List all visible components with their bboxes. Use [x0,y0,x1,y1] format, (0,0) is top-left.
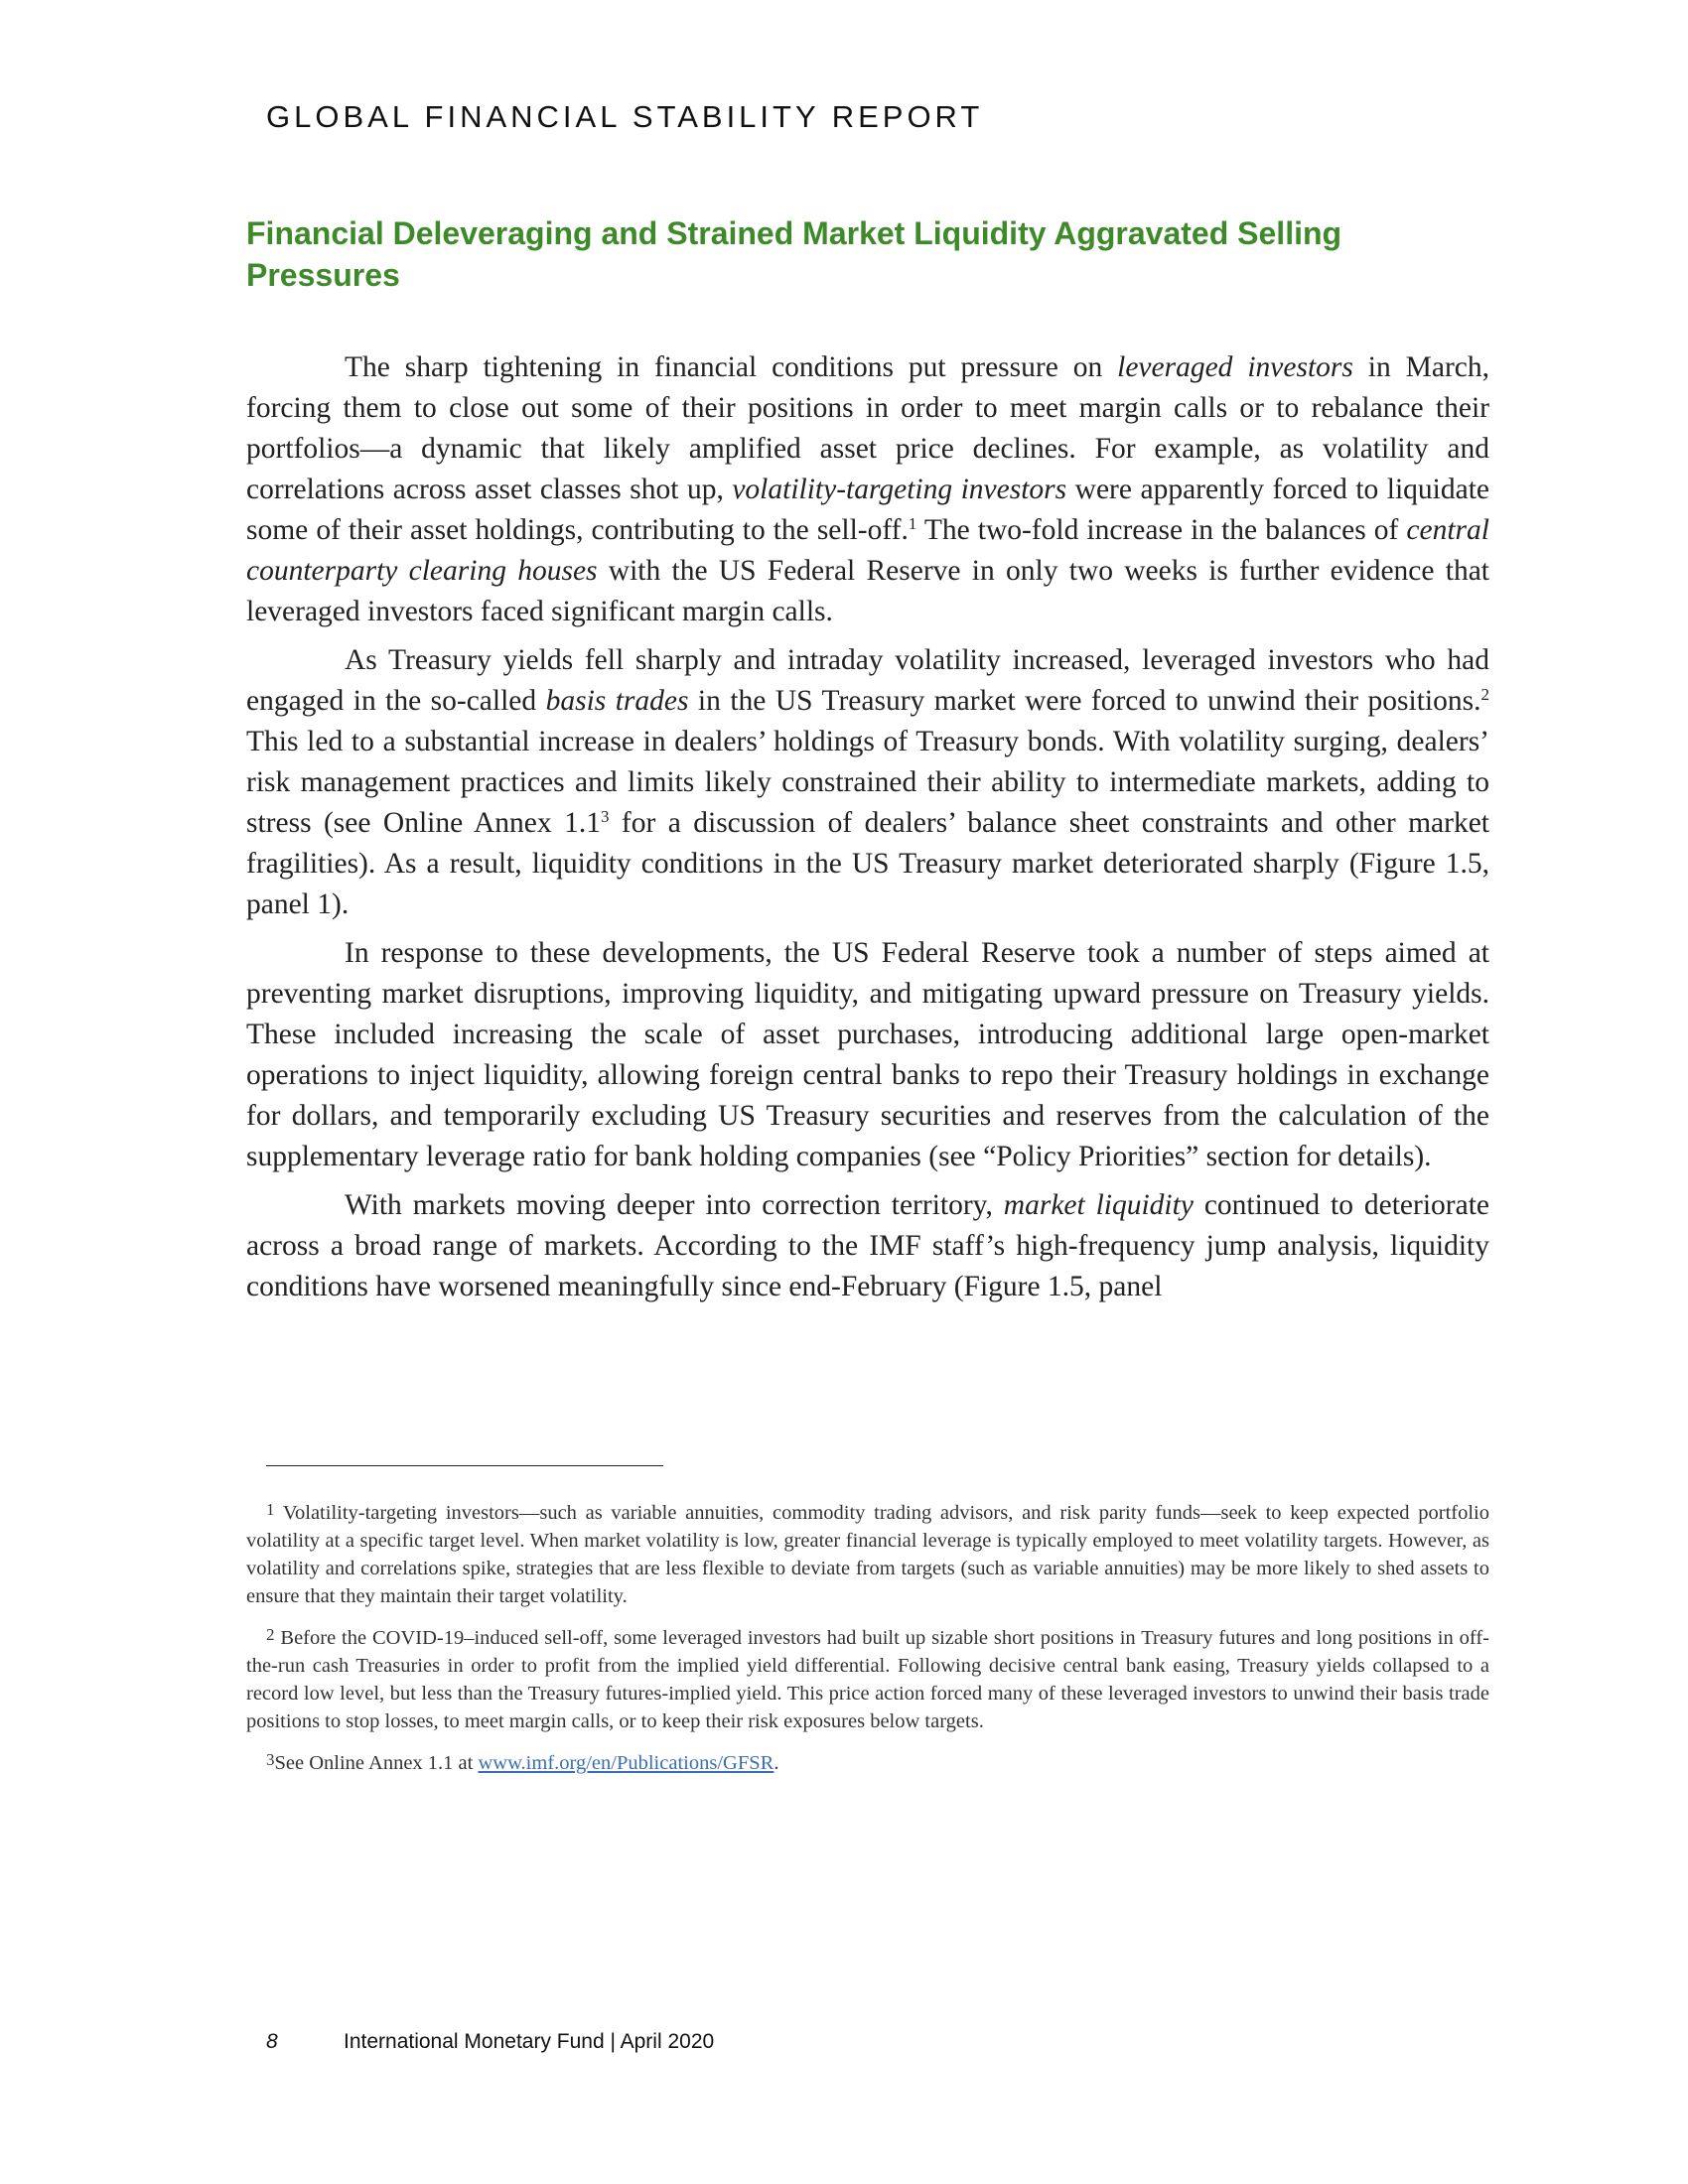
paragraph-1 [246,347,1489,632]
text-run: were apparently forced to liquidate some of their asset holdings, contributing to the sell-off. [246,474,1489,546]
italic-term: leveraged investors [1117,351,1353,383]
footnote-text: . [774,1752,779,1774]
running-header: GLOBAL FINANCIAL STABILITY REPORT [266,99,984,134]
footnote-number: 3 [266,1750,275,1769]
footnote-ref-2[interactable]: 2 [1480,685,1489,704]
page-number: 8 [266,2030,278,2053]
footnote-text: Volatility-targeting investors—such as variable annuities, commodity trading advisors, and risk parity funds—seek to keep expected portfolio volatility at a specific target level. When market volatility is low, greater financial leverage is typically employed to meet volatility targets. However, as volatility and correlations spike, strategies that are less flexible to deviate from targets (such as variable annuities) may be more likely to shed assets to ensure that they maintain their target volatility. [246,1502,1489,1607]
text-run: This led to a substantial increase in dealers’ holdings of Treasury bonds. With volatility surging, dealers’ risk management practices and limits likely constrained their ability to intermediate markets, adding to stress (see Online Annex 1.1 [246,726,1489,839]
footer-publisher: International Monetary Fund | April 2020 [344,2030,715,2053]
text-run: The sharp tightening in financial conditions put pressure on [345,351,1118,383]
footnote-number: 2 [266,1625,275,1644]
footnote-text: Before the COVID-19–induced sell-off, some leveraged investors had built up sizable short positions in Treasury futures and long positions in off-the-run cash Treasuries in order to profit from the implied yield differential. Following decisive central bank easing, Treasury yields collapsed to a record low level, but less than the Treasury futures-implied yield. This price action forced many of these leveraged investors to unwind their basis trade positions to stop losses, to meet margin calls, or to keep their risk exposures below targets. [246,1627,1489,1732]
footnotes [246,1499,1489,1791]
text-run: in the US Treasury market were forced to unwind their positions. [688,685,1481,717]
text-run: The two-fold increase in the balances of [916,514,1407,546]
gfsr-link[interactable]: www.imf.org/en/Publications/GFSR [478,1752,774,1774]
italic-term: market liquidity [1003,1189,1194,1221]
italic-term: central counterparty clearing houses [246,514,1489,587]
footnote-3 [246,1749,1489,1777]
footnote-divider [266,1465,663,1466]
footnote-number: 1 [266,1500,275,1519]
text-run: continued to deteriorate across a broad range of markets. According to the IMF staff’s high-frequency jump analysis, liquidity conditions have worsened meaningfully since end-February (Figure 1.5, panel [246,1189,1489,1302]
italic-term: basis trades [545,685,689,717]
text-run: for a discussion of dealers’ balance sheet constraints and other market fragilities). As a result, liquidity conditions in the US Treasury market deteriorated sharply (Figure 1.5, panel 1). [246,807,1489,920]
paragraph-3: In response to these developments, the US Federal Reserve took a number of steps aimed at preventing market disruptions, improving liquidity, and mitigating upward pressure on Treasury yields. These included increasing the scale of asset purchases, introducing additional large open-market operations to inject liquidity, allowing foreign central banks to repo their Treasury holdings in exchange for dollars, and temporarily excluding US Treasury securities and reserves from the calculation of the supplementary leverage ratio for bank holding companies (see “Policy Priorities” section for details). [246,937,1489,1172]
footnote-2 [246,1624,1489,1735]
body-text [246,347,1489,1315]
footnote-1 [246,1499,1489,1610]
paragraph-2 [246,640,1489,925]
page-footer [266,2030,714,2054]
text-run: in March, forcing them to close out some of their positions in order to meet margin calls or to rebalance their portfolios—a dynamic that likely amplified asset price declines. For example, as volatility and correlations across asset classes shot up, [246,351,1489,505]
text-run: With markets moving deeper into correction territory, [345,1189,1004,1221]
text-run: As Treasury yields fell sharply and intraday volatility increased, leveraged investors who had engaged in the so-called [246,644,1489,717]
footnote-ref-3[interactable]: 3 [600,807,610,826]
footnote-ref-1[interactable]: 1 [908,514,917,533]
italic-term: volatility-targeting investors [732,474,1067,505]
footnote-text: See Online Annex 1.1 at [274,1752,479,1774]
paragraph-4 [246,1185,1489,1307]
text-run: with the US Federal Reserve in only two weeks is further evidence that leveraged investors faced significant margin calls. [246,555,1489,627]
section-title: Financial Deleveraging and Strained Market Liquidity Aggravated Selling Pressures [246,215,1342,293]
